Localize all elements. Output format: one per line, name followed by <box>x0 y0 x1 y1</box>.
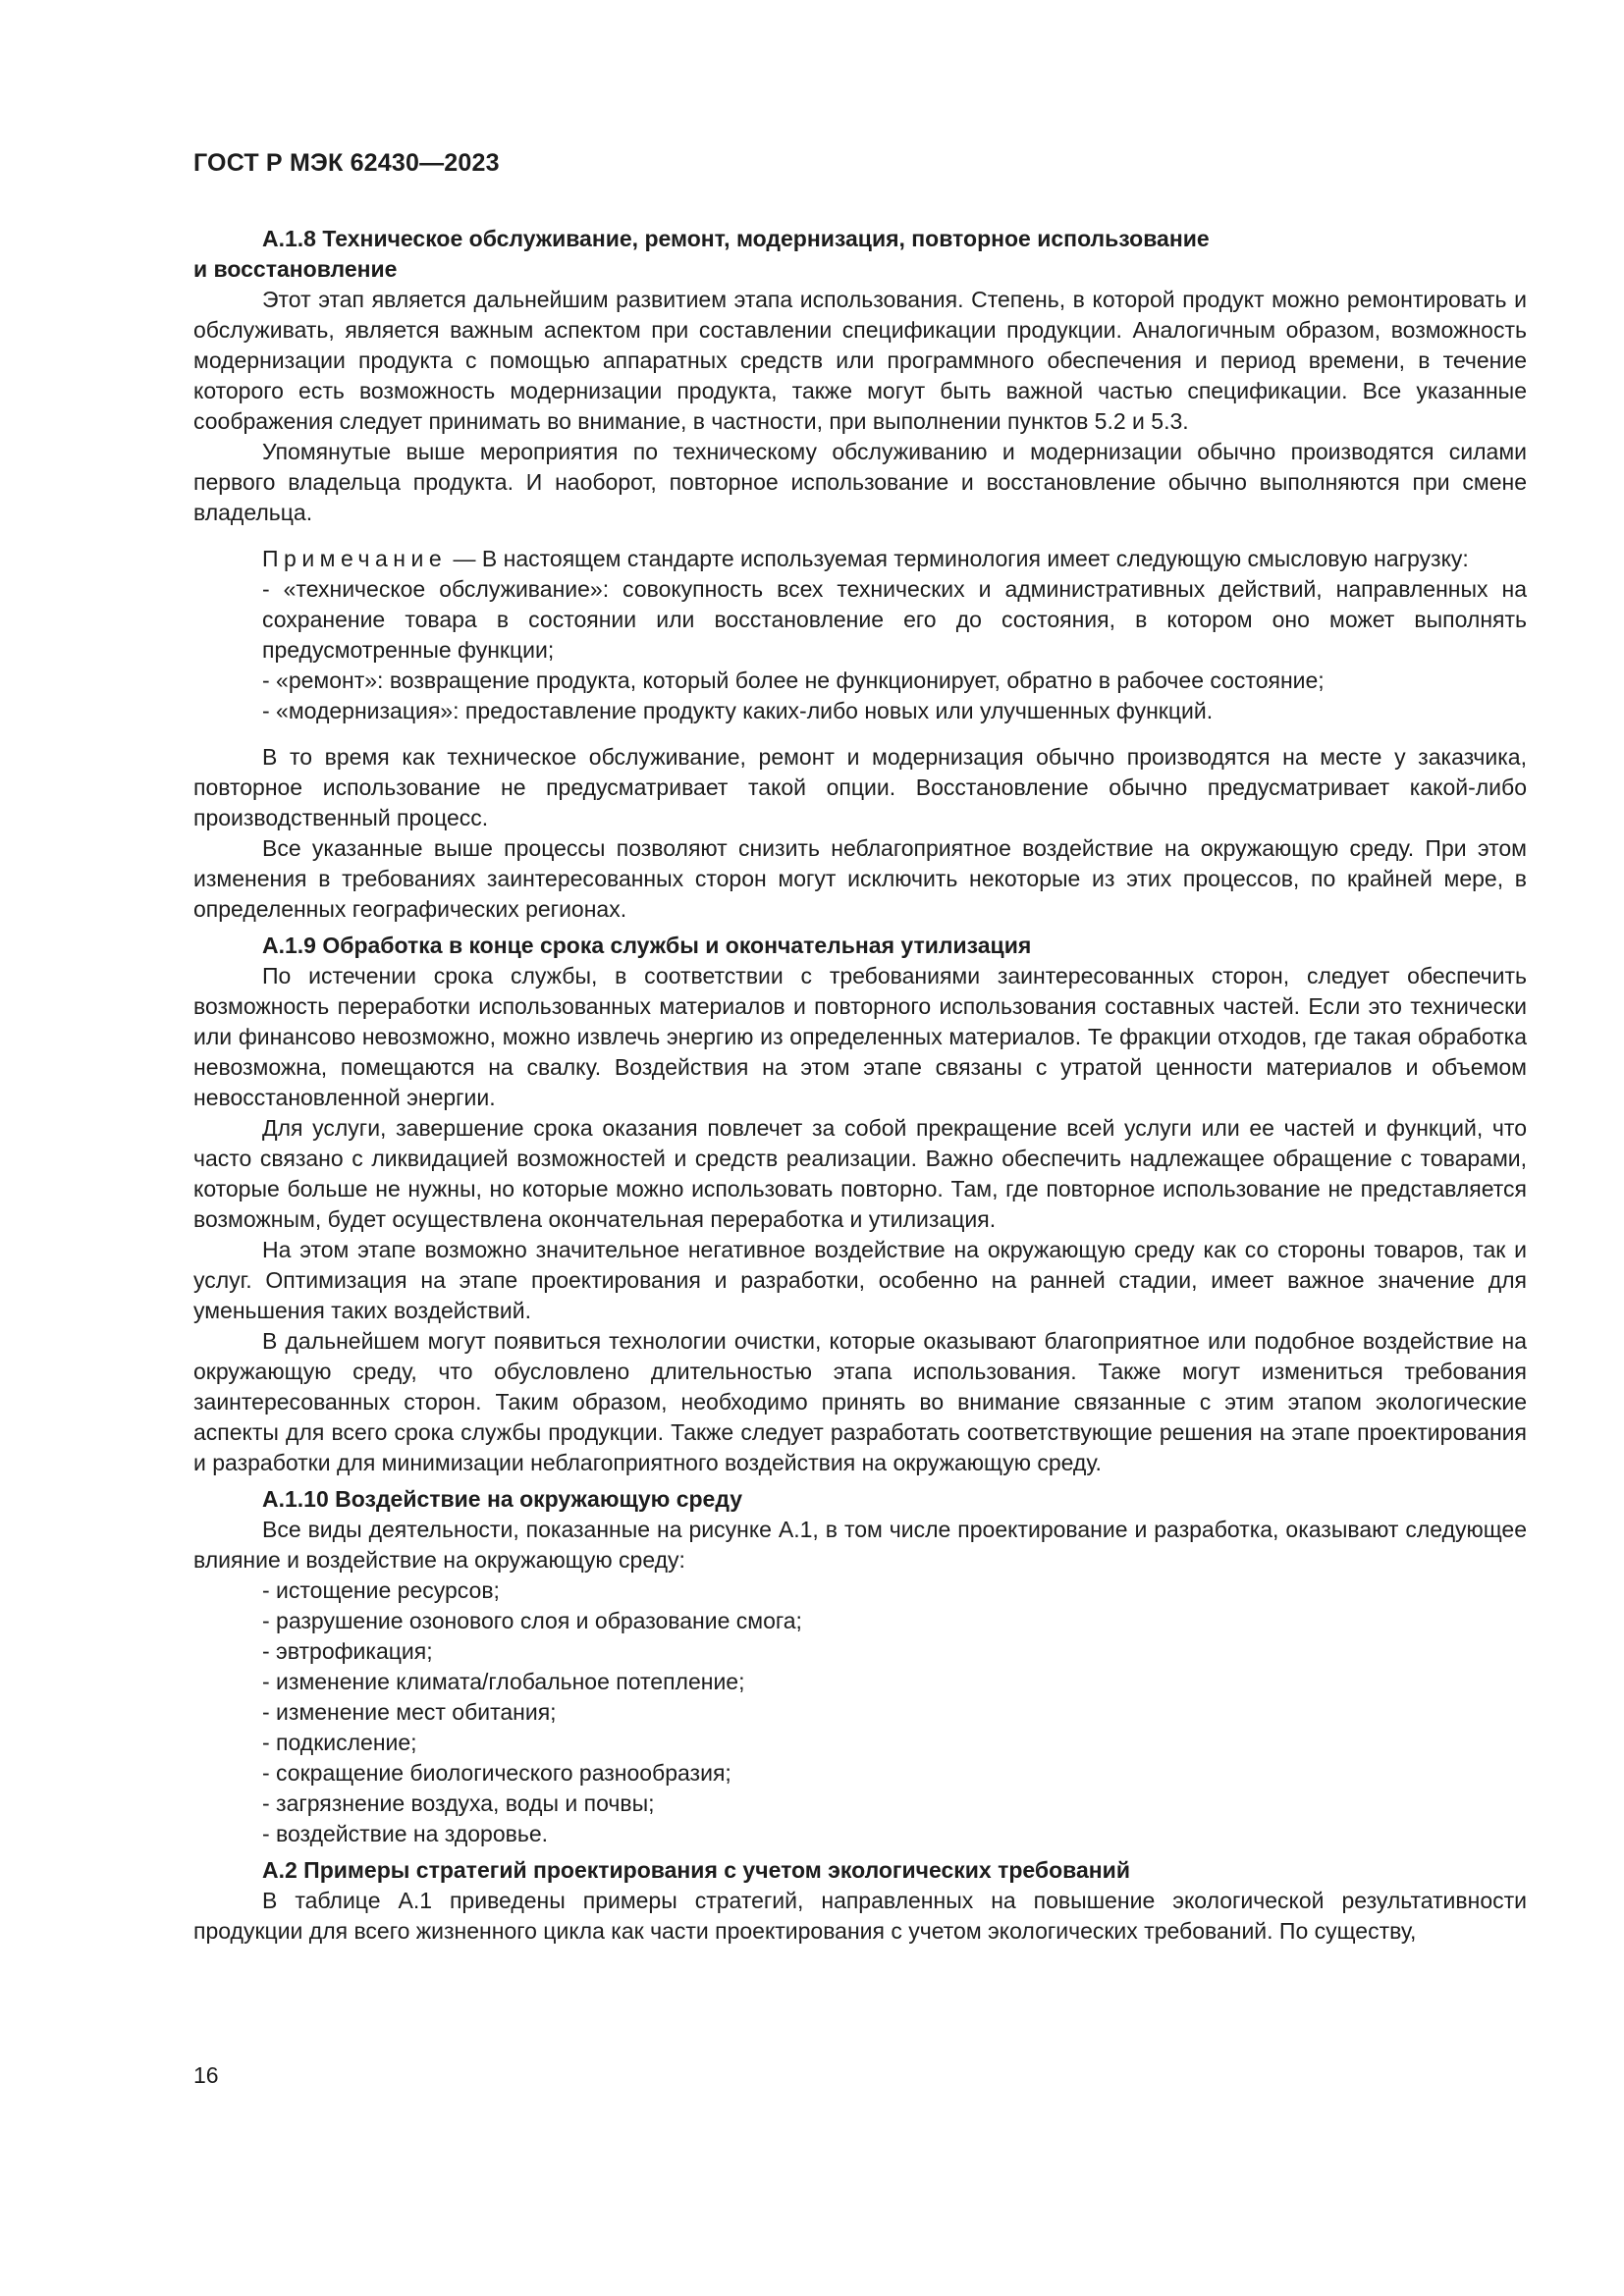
page-content <box>193 224 1527 1947</box>
page-number: 16 <box>193 2062 219 2088</box>
list-item: - загрязнение воздуха, воды и почвы; <box>262 1790 655 1816</box>
paragraph: В таблице А.1 приведены примеры стратегий, направленных на повышение экологической результативности продукции для всего жизненного цикла как части проектирования с учетом экологических требований. По существу, <box>193 1888 1527 1944</box>
section-heading-a2: А.2 Примеры стратегий проектирования с учетом экологических требований <box>262 1857 1130 1883</box>
section-heading-a19: А.1.9 Обработка в конце срока службы и окончательная утилизация <box>262 933 1032 958</box>
list-item: - воздействие на здоровье. <box>262 1821 549 1846</box>
paragraph: Упомянутые выше мероприятия по техническому обслуживанию и модернизации обычно производятся силами первого владельца продукта. И наоборот, повторное использование и восстановление обычно выполняются при смене владельца. <box>193 439 1527 525</box>
note-paragraph <box>193 544 1527 574</box>
list-item: - изменение климата/глобальное потепление; <box>262 1669 745 1694</box>
section-heading-a18-line1: А.1.8 Техническое обслуживание, ремонт, модернизация, повторное использование <box>262 226 1210 251</box>
paragraph: В то время как техническое обслуживание, ремонт и модернизация обычно производятся на месте у заказчика, повторное использование не предусматривает такой опции. Восстановление обычно предусматривает какой-либо производственный процесс. <box>193 744 1527 830</box>
paragraph: Все указанные выше процессы позволяют снизить неблагоприятное воздействие на окружающую среду. При этом изменения в требованиях заинтересованных сторон могут исключить некоторые из этих процессов, по крайней мере, в определенных географических регионах. <box>193 835 1527 922</box>
section-heading-a18-line2: и восстановление <box>193 256 398 282</box>
note-list-item: - «модернизация»: предоставление продукту каких-либо новых или улучшенных функций. <box>262 698 1214 723</box>
section-heading-a18 <box>193 224 1527 285</box>
list-item: - истощение ресурсов; <box>262 1577 500 1603</box>
note-label: Примечание <box>262 546 448 571</box>
paragraph: Все виды деятельности, показанные на рисунке А.1, в том числе проектирование и разработка, оказывают следующее влияние и воздействие на окружающую среду: <box>193 1517 1527 1573</box>
section-heading-a110: А.1.10 Воздействие на окружающую среду <box>262 1486 742 1512</box>
list-item: - подкисление; <box>262 1730 417 1755</box>
paragraph: По истечении срока службы, в соответствии с требованиями заинтересованных сторон, следует обеспечить возможность переработки использованных материалов и повторного использования составных частей. Если это технически или финансово невозможно, можно извлечь энергию из определенных материалов. Те фракции отходов, где такая обработка невозможна, помещаются на свалку. Воздействия на этом этапе связаны с утратой ценности материалов и объемом невосстановленной энергии. <box>193 963 1527 1110</box>
list-item: - изменение мест обитания; <box>262 1699 557 1725</box>
list-item: - разрушение озонового слоя и образование смога; <box>262 1608 802 1633</box>
list-item: - эвтрофикация; <box>262 1638 433 1664</box>
note-list-item: - «техническое обслуживание»: совокупность всех технических и административных действий, направленных на сохранение товара в состоянии или восстановление его до состояния, в котором оно может выполнять предусмотренные функции; <box>262 576 1527 663</box>
paragraph: На этом этапе возможно значительное негативное воздействие на окружающую среду как со стороны товаров, так и услуг. Оптимизация на этапе проектирования и разработки, особенно на ранней стадии, имеет важное значение для уменьшения таких воздействий. <box>193 1237 1527 1323</box>
note-text: — В настоящем стандарте используемая терминология имеет следующую смысловую нагрузку: <box>447 546 1469 571</box>
list-item: - сокращение биологического разнообразия; <box>262 1760 731 1786</box>
document-header: ГОСТ Р МЭК 62430—2023 <box>193 149 500 177</box>
paragraph: Этот этап является дальнейшим развитием этапа использования. Степень, в которой продукт можно ремонтировать и обслуживать, является важным аспектом при составлении спецификации продукции. Аналогичным образом, возможность модернизации продукта с помощью аппаратных средств или программного обеспечения и период времени, в течение которого есть возможность модернизации продукта, также могут быть важной частью спецификации. Все указанные соображения следует принимать во внимание, в частности, при выполнении пунктов 5.2 и 5.3. <box>193 287 1527 434</box>
paragraph: В дальнейшем могут появиться технологии очистки, которые оказывают благоприятное или подобное воздействие на окружающую среду, что обусловлено длительностью этапа использования. Также могут измениться требования заинтересованных сторон. Таким образом, необходимо принять во внимание связанные с этим этапом экологические аспекты для всего срока службы продукции. Также следует разработать соответствующие решения на этапе проектирования и разработки для минимизации неблагоприятного воздействия на окружающую среду. <box>193 1328 1527 1475</box>
note-list-item: - «ремонт»: возвращение продукта, который более не функционирует, обратно в рабочее состояние; <box>262 667 1325 693</box>
paragraph: Для услуги, завершение срока оказания повлечет за собой прекращение всей услуги или ее частей и функций, что часто связано с ликвидацией возможностей и средств реализации. Важно обеспечить надлежащее обращение с товарами, которые больше не нужны, но которые можно использовать повторно. Там, где повторное использование не представляется возможным, будет осуществлена окончательная переработка и утилизация. <box>193 1115 1527 1232</box>
